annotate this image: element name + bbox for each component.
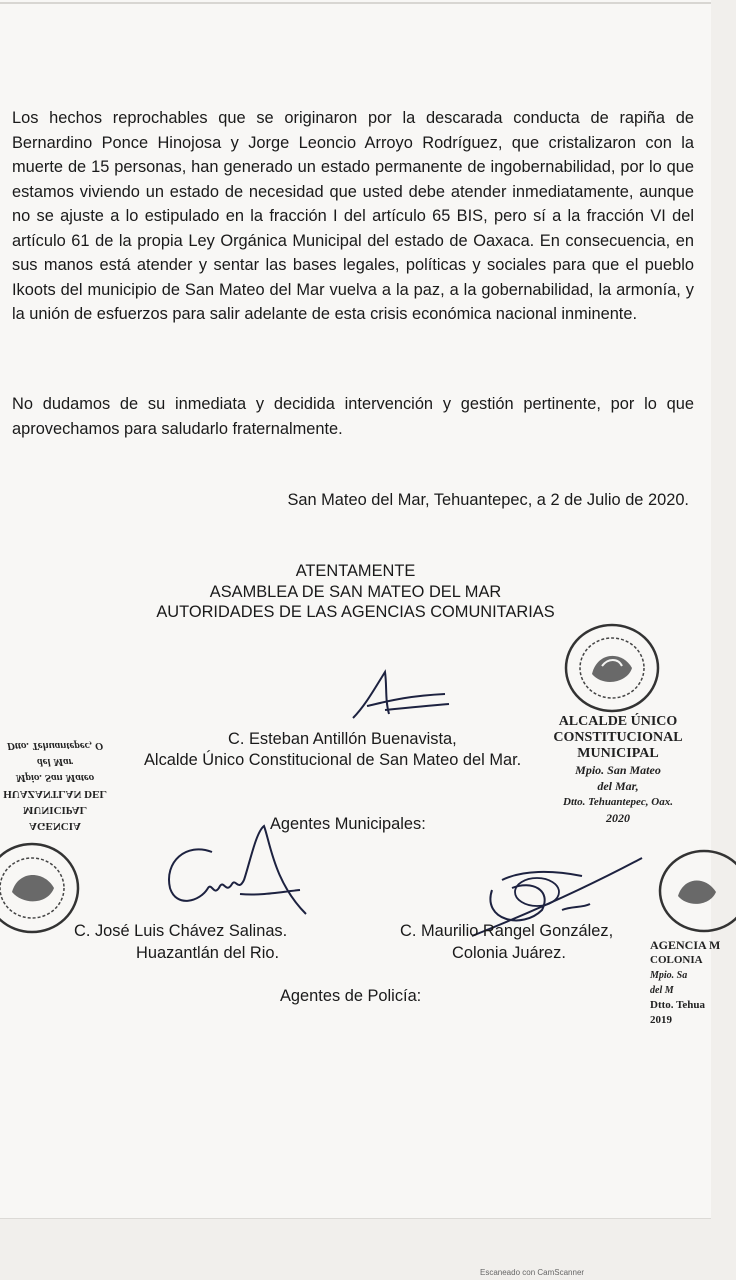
letter-paragraph-1: Los hechos reprochables que se originaron por la descarada conducta de rapiña de Bernardino Ponce Hinojosa y Jorge Leoncio Arroyo Rodríguez, que cristalizaron con la muerte de 15 personas, han generado un estado permanente de ingobernabilidad, por lo que estamos viviendo un estado de necesidad que usted debe atender inmediatamente, aunque no se ajuste a lo estipulado en la fracción I del artículo 65 BIS, pero sí a la fracción VI del artículo 61 de la propia Ley Orgánica Municipal del estado de Oaxaca. En consecuencia, en sus manos está atender y sentar las bases legales, políticas y sociales para que el pueblo Ikoots del municipio de San Mateo del Mar vuelva a la paz, a la gobernabilidad, la armonía, y la unión de esfuerzos para salir adelante de esta crisis económica nacional inminente. — [12, 109, 694, 323]
letter-paragraph-2: No dudamos de su inmediata y decidida intervención y gestión pertinente, por lo que aprovechamos para saludarlo fraternalmente. — [12, 395, 694, 438]
agentes-municipales-heading: Agentes Municipales: — [270, 815, 426, 833]
alcalde-stamp-text: ALCALDE ÚNICO CONSTITUCIONAL MUNICIPAL Mpio. San Mateo del Mar, Dtto. Tehuantepec, Oax. 2020 — [553, 714, 683, 825]
scanner-footer: Escaneado con CamScanner — [480, 1268, 585, 1277]
huazantlan-stamp-mirrored-text: AGENCIA MUNICIPAL HUAZANTLAN DEL Mpio. San Mateo del Mar Dtto. Tehuantepec, O — [3, 740, 107, 832]
closing-asamblea: ASAMBLEA DE SAN MATEO DEL MAR — [209, 583, 502, 601]
agent2-name: C. Maurilio Rangel González, — [400, 922, 614, 940]
agent1-place: Huazantlán del Rio. — [136, 944, 280, 962]
alcalde-title: Alcalde Único Constitucional de San Mateo del Mar. — [144, 751, 522, 769]
alcalde-signature — [345, 666, 455, 726]
colonia-stamp-text: AGENCIA M COLONIA Mpio. Sa del M Dtto. Tehua 2019 — [650, 938, 721, 1026]
page-bottom-edge — [0, 1218, 711, 1219]
agent2-place: Colonia Juárez. — [452, 944, 566, 962]
agent1-name: C. José Luis Chávez Salinas. — [74, 922, 288, 940]
colonia-seal-emblem — [656, 848, 736, 934]
agentes-policia-heading: Agentes de Policía: — [280, 987, 422, 1005]
alcalde-seal-emblem — [562, 622, 662, 714]
page-top-edge — [0, 2, 711, 4]
agent1-signature — [150, 822, 320, 922]
alcalde-name: C. Esteban Antillón Buenavista, — [228, 730, 457, 748]
closing-atentamente: ATENTAMENTE — [295, 562, 416, 580]
closing-autoridades: AUTORIDADES DE LAS AGENCIAS COMUNITARIAS — [156, 603, 555, 621]
date-line: San Mateo del Mar, Tehuantepec, a 2 de Julio de 2020. — [287, 491, 689, 509]
